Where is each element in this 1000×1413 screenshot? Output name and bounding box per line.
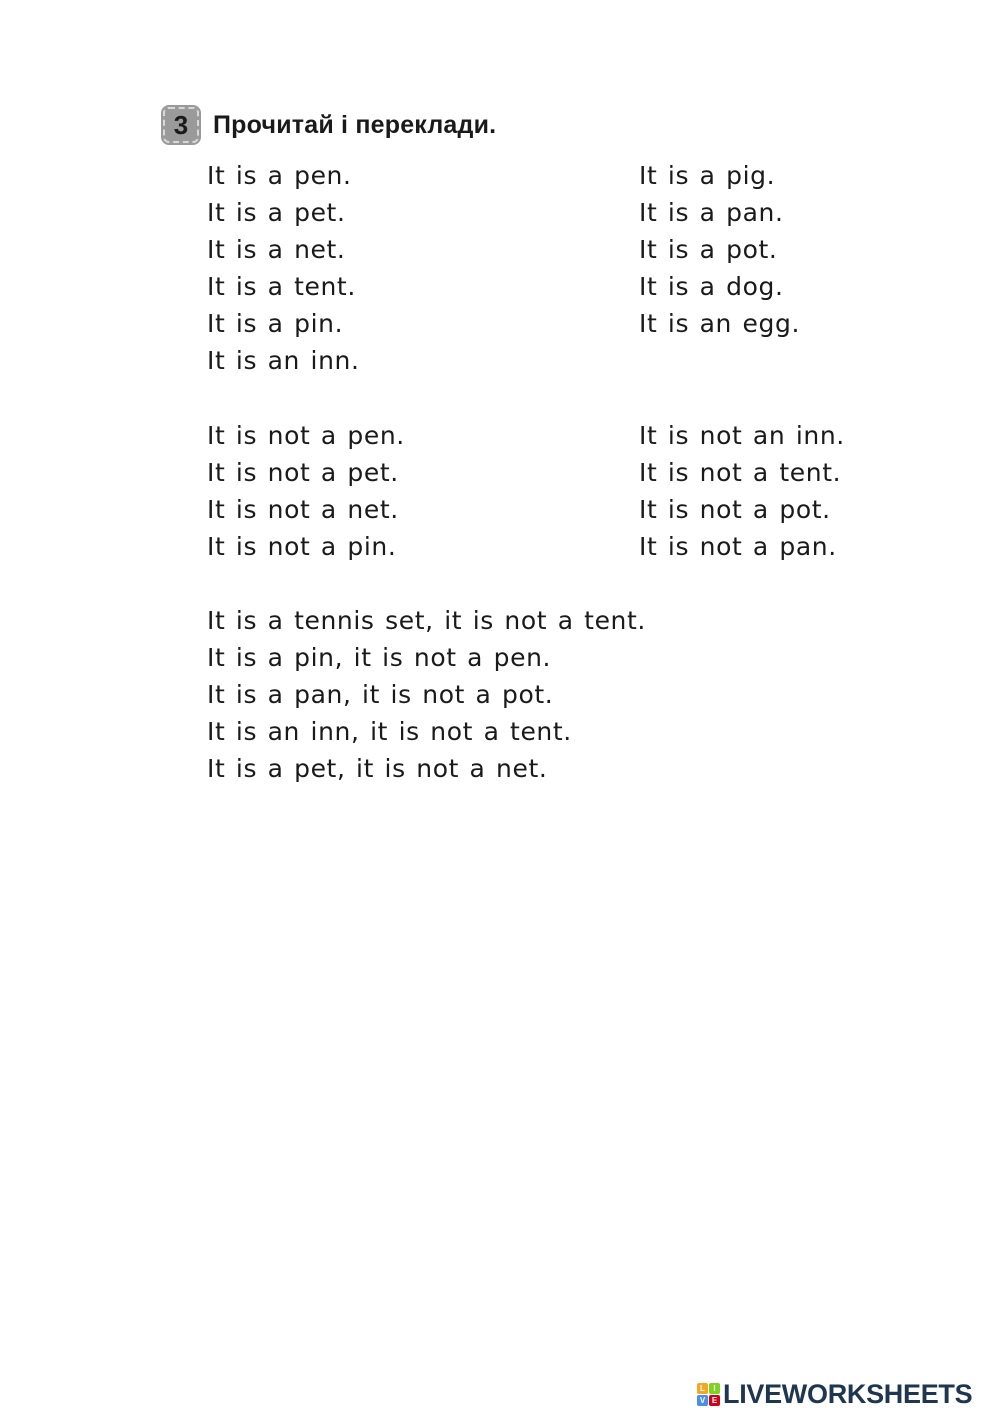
logo-mark-tile: V <box>697 1395 708 1406</box>
sentence: It is not a tent. <box>639 458 842 487</box>
sentence: It is a pin, it is not a pen. <box>207 643 552 672</box>
sentence: It is a tent. <box>207 272 356 301</box>
logo-mark-tile: I <box>709 1383 720 1394</box>
sentence: It is a pet. <box>207 198 346 227</box>
task-header <box>163 106 496 144</box>
sentence: It is not a pot. <box>639 495 831 524</box>
sentence: It is a dog. <box>639 272 784 301</box>
task-number-badge: 3 <box>163 107 199 143</box>
logo-mark-tile: L <box>697 1383 708 1394</box>
logo-mark-icon <box>697 1383 720 1406</box>
sentence: It is not a pen. <box>207 421 405 450</box>
task-instruction: Прочитай і переклади. <box>213 110 497 139</box>
sentence: It is a pet, it is not a net. <box>207 754 548 783</box>
sentence: It is a net. <box>207 235 346 264</box>
sentence: It is a pin. <box>207 309 344 338</box>
sentence: It is a pan, it is not a pot. <box>207 680 554 709</box>
sentence: It is a pen. <box>207 161 352 190</box>
sentence: It is not a pin. <box>207 532 397 561</box>
sentence: It is a tennis set, it is not a tent. <box>207 606 646 635</box>
sentence: It is not a pan. <box>639 532 837 561</box>
sentence: It is a pot. <box>639 235 778 264</box>
sentence: It is a pan. <box>639 198 784 227</box>
sentence: It is an egg. <box>639 309 801 338</box>
logo-text: LIVEWORKSHEETS <box>723 1378 973 1409</box>
sentence: It is not an inn. <box>639 421 845 450</box>
sentence: It is not a net. <box>207 495 399 524</box>
logo-mark-tile: E <box>709 1395 720 1406</box>
sentence: It is not a pet. <box>207 458 399 487</box>
sentence: It is an inn. <box>207 346 360 375</box>
sentence: It is a pig. <box>639 161 776 190</box>
liveworksheets-logo <box>697 1376 972 1412</box>
sentence: It is an inn, it is not a tent. <box>207 717 572 746</box>
